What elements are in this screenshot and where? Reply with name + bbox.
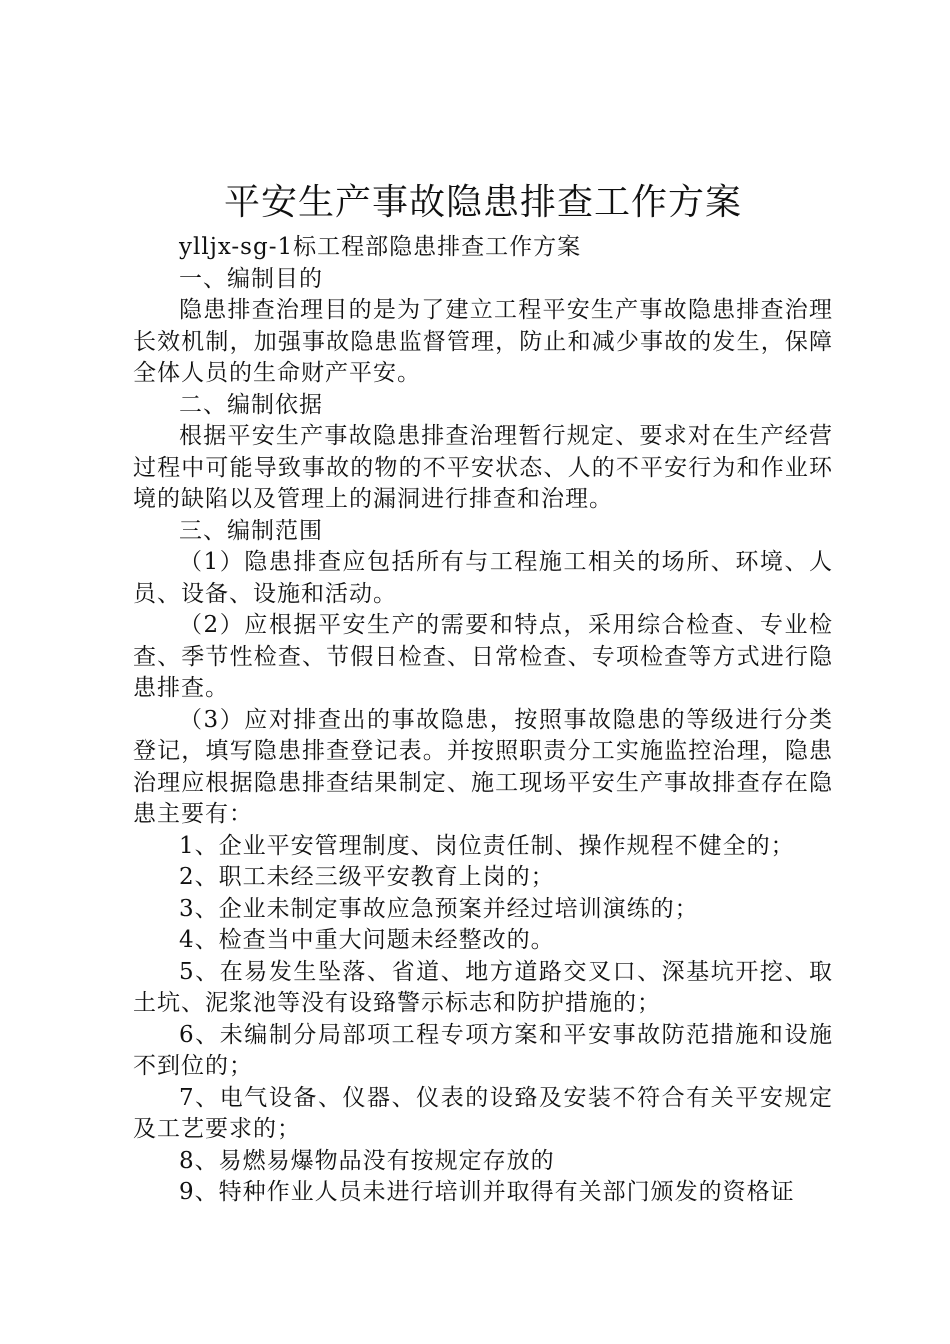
hazard-item-2: 2、职工未经三级平安教育上岗的； (179, 864, 555, 890)
hazard-item-4: 4、检查当中重大问题未经整改的。 (179, 927, 555, 953)
paragraph-basis: 根据平安生产事故隐患排查治理暂行规定、要求对在生产经营过程中可能导致事故的物的不平安状态、人的不平安行为和作业环境的缺陷以及管理上的漏洞进行排查和治理。 (133, 423, 833, 512)
hazard-item-7: 7、电气设备、仪器、仪表的设臵及安装不符合有关平安规定及工艺要求的； (133, 1084, 833, 1142)
hazard-item-9: 9、特种作业人员未进行培训并取得有关部门颁发的资格证 (179, 1179, 795, 1205)
hazard-item-5: 5、在易发生坠落、省道、地方道路交叉口、深基坑开挖、取土坑、泥浆池等没有设臵警示标志和防护措施的； (133, 958, 833, 1016)
scope-item-2: （2）应根据平安生产的需要和特点，采用综合检查、专业检查、季节性检查、节假日检查、日常检查、专项检查等方式进行隐患排查。 (133, 612, 833, 701)
document-title: 平安生产事故隐患排查工作方案 (223, 182, 742, 223)
subtitle-line: yllјx-sg-1标工程部隐患排查工作方案 (179, 234, 582, 260)
section-heading-scope: 三、编制范围 (179, 517, 323, 544)
document-page (133, 178, 833, 1209)
hazard-item-8: 8、易燃易爆物品没有按规定存放的 (179, 1147, 555, 1174)
hazard-item-3: 3、企业未制定事故应急预案并经过培训演练的； (179, 895, 699, 922)
scope-item-1: （1）隐患排查应包括所有与工程施工相关的场所、环境、人员、设备、设施和活动。 (133, 549, 833, 607)
hazard-item-1: 1、企业平安管理制度、岗位责任制、操作规程不健全的； (179, 832, 795, 859)
hazard-item-6: 6、未编制分局部项工程专项方案和平安事故防范措施和设施不到位的； (133, 1021, 833, 1079)
section-heading-purpose: 一、编制目的 (179, 265, 323, 292)
section-heading-basis: 二、编制依据 (179, 391, 323, 418)
scope-item-3: （3）应对排查出的事故隐患，按照事故隐患的等级进行分类登记，填写隐患排查登记表。并按照职责分工实施监控治理，隐患治理应根据隐患排查结果制定、施工现场平安生产事故排查存在隐患主要有： (133, 706, 833, 827)
paragraph-purpose: 隐患排查治理目的是为了建立工程平安生产事故隐患排查治理长效机制，加强事故隐患监督管理，防止和减少事故的发生，保障全体人员的生命财产平安。 (133, 297, 833, 386)
